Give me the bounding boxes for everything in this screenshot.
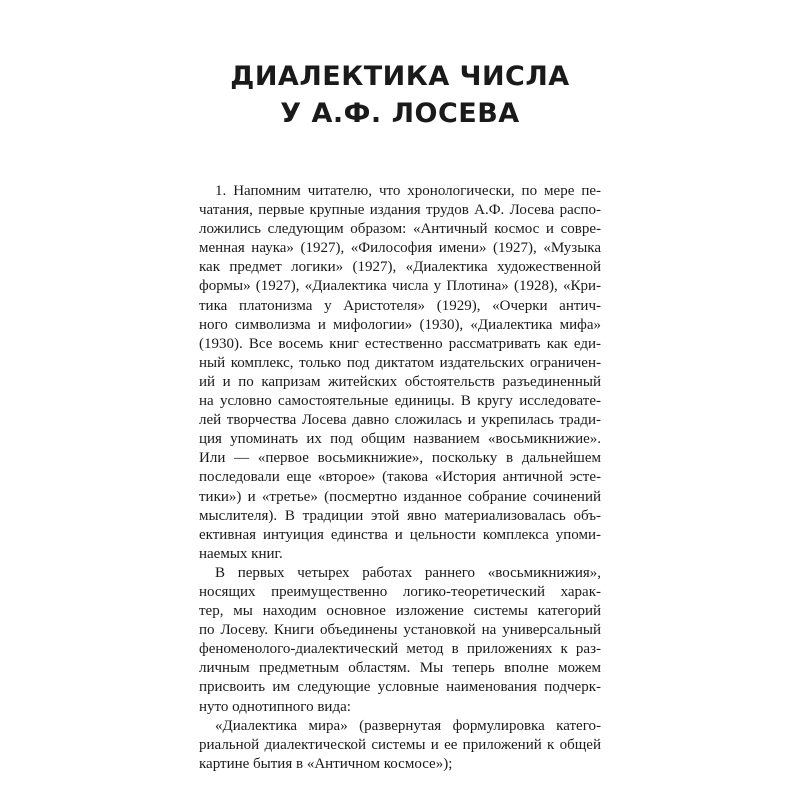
- text-line: ный комплекс, только под диктатом издательских ограничен-: [199, 354, 601, 371]
- text-line: риальной диалектической системы и ее приложений к общей: [199, 736, 601, 753]
- text-line: (1930). Все восемь книг естественно рассматривать как еди-: [199, 335, 601, 352]
- text-line: 1. Напомним читателю, что хронологически, по мере пе-: [215, 183, 601, 199]
- text-line: последовали еще «второе» (такова «История античной эсте-: [199, 469, 601, 486]
- chapter-title-line-1: ДИАЛЕКТИКА ЧИСЛА: [230, 61, 570, 92]
- text-line: чатания, первые крупные издания трудов А.Ф. Лосева распо-: [199, 202, 601, 219]
- text-line: ложились следующим образом: «Античный космос и совре-: [199, 221, 601, 238]
- text-line: тер, мы находим основное изложение системы категорий: [199, 603, 601, 620]
- text-line: ция упоминать их под общим названием «восьмикнижие».: [199, 431, 601, 448]
- text-line: лей творчества Лосева давно сложилась и укрепилась тради-: [199, 412, 601, 429]
- text-line: ективная интуиция единства и цельности комплекса упоми-: [199, 526, 601, 543]
- text-line: ного символизма и мифологии» (1930), «Диалектика мифа»: [199, 316, 601, 333]
- text-line: формы» (1927), «Диалектика числа у Плотина» (1928), «Кри-: [199, 278, 601, 295]
- text-line: личным предметным областям. Мы теперь вполне можем: [199, 660, 601, 677]
- text-line: Или — «первое восьмикнижие», поскольку в дальнейшем: [199, 450, 601, 467]
- body-text: [199, 182, 601, 774]
- text-line: «Диалектика мира» (развернутая формулировка катего-: [215, 717, 601, 734]
- text-line: феноменолого-диалектический метод в приложениях к раз-: [199, 641, 601, 658]
- text-line: менная наука» (1927), «Философия имени» (1927), «Музыка: [199, 240, 601, 257]
- text-line: картине бытия в «Античном космосе»);: [199, 755, 453, 772]
- chapter-title-line-2: У А.Ф. ЛОСЕВА: [280, 98, 520, 129]
- text-line: В первых четырех работах раннего «восьмикнижия»,: [215, 564, 601, 581]
- text-line: мыслителя). В традиции этой явно материализовалась объ-: [199, 507, 601, 524]
- chapter-title: [0, 58, 800, 132]
- text-line: по Лосеву. Книги объединены установкой на универсальный: [199, 622, 601, 639]
- text-line: тики») и «третье» (посмертно изданное собрание сочинений: [199, 488, 601, 505]
- text-line: присвоить им следующие условные наименования подчерк-: [199, 679, 601, 696]
- text-line: тика платонизма у Аристотеля» (1929), «Очерки антич-: [199, 297, 601, 314]
- text-line: нуто однотипного вида:: [199, 698, 351, 715]
- text-line: наемых книг.: [199, 545, 283, 562]
- text-line: на условно самостоятельные единицы. В кругу исследовате-: [199, 393, 601, 410]
- text-line: ий и по капризам житейских обстоятельств разъединенный: [199, 373, 601, 390]
- text-line: как предмет логики» (1927), «Диалектика художественной: [199, 259, 601, 276]
- text-line: носящих преимущественно логико-теоретический харак-: [199, 583, 601, 600]
